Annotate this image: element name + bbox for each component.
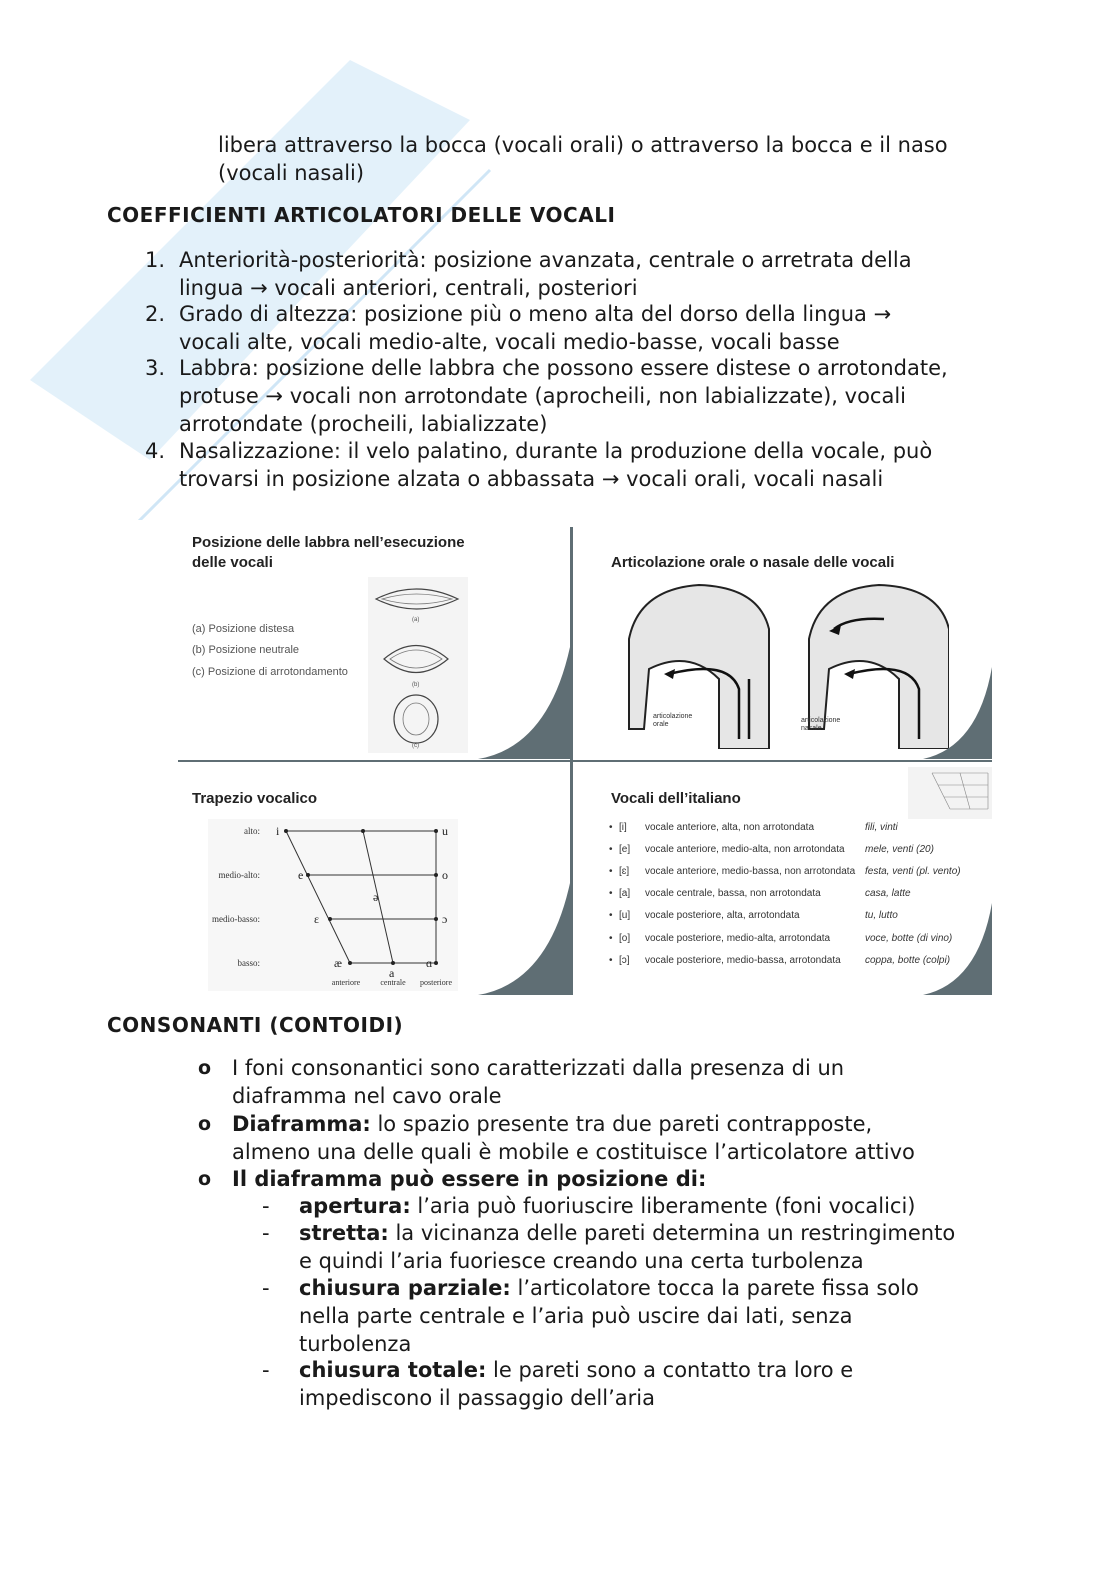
- option-label: (c) Posizione di arrotondamento: [192, 666, 348, 678]
- term: chiusura parziale:: [299, 1276, 511, 1300]
- vowel-a: a: [389, 966, 395, 980]
- figure-label: (a): [412, 617, 420, 623]
- vowel-symbol: [e]: [619, 844, 631, 855]
- panel-title: Posizione delle labbra nell’esecuzione: [192, 534, 465, 551]
- caption-nasal: [801, 717, 840, 733]
- vowel-trapezium-chart: [208, 819, 458, 991]
- vowel-description: vocale posteriore, medio-alta, arrotondata: [645, 933, 831, 944]
- vowel-description: vocale anteriore, alta, non arrotondata: [645, 822, 814, 833]
- list-text: la vicinanza delle pareti determina un restringimento: [388, 1221, 956, 1245]
- bullet-icon: o: [198, 1168, 212, 1190]
- term: Il diaframma può essere in posizione di:: [232, 1167, 707, 1191]
- row-label: medio-alto:: [218, 870, 260, 880]
- dash-bullet: -: [262, 1194, 270, 1218]
- list-text: trovarsi in posizione alzata o abbassata → vocali orali, vocali nasali: [179, 467, 884, 491]
- intro-line-1: libera attraverso la bocca (vocali orali) o attraverso la bocca e il naso: [218, 133, 948, 157]
- list-number: 2.: [145, 302, 166, 326]
- list-text: almeno una delle quali è mobile e costituisce l’articolatore attivo: [232, 1140, 915, 1164]
- vowel-row: [609, 866, 989, 880]
- vowel-symbol: [i]: [619, 822, 627, 833]
- dash-bullet: -: [262, 1358, 270, 1382]
- list-number: 4.: [145, 439, 166, 463]
- option-label: (a) Posizione distesa: [192, 623, 295, 635]
- vowel-example: fili, vinti: [865, 822, 898, 833]
- bullet-icon: •: [609, 955, 613, 966]
- caption-line: nasale: [801, 725, 822, 732]
- slide-corner-decoration: [478, 647, 570, 759]
- term: apertura:: [299, 1194, 411, 1218]
- vowel-example: coppa, botte (colpi): [865, 955, 951, 966]
- list-text: Nasalizzazione: il velo palatino, durante la produzione della vocale, può: [179, 439, 933, 463]
- vowel-description: vocale anteriore, medio-alta, non arrotondata: [645, 844, 845, 855]
- vowel-row: [609, 888, 989, 902]
- list-text: lo spazio presente tra due pareti contrapposte,: [370, 1112, 873, 1136]
- vowel-example: mele, venti (20): [865, 844, 934, 855]
- vowel-schwa: ə: [373, 890, 379, 904]
- option-label: (b) Posizione neutrale: [192, 644, 300, 656]
- panel-oral-nasal: [573, 527, 992, 759]
- caption-line: orale: [653, 721, 669, 728]
- caption-line: articolazione: [801, 717, 841, 724]
- list-text: l’aria può fuoriuscire liberamente (foni vocalici): [410, 1194, 916, 1218]
- row-label: basso:: [237, 958, 260, 968]
- list-text: I foni consonantici sono caratterizzati dalla presenza di un: [232, 1056, 845, 1080]
- bullet-icon: o: [198, 1057, 212, 1079]
- list-text: arrotondate (procheili, labializzate): [179, 412, 548, 436]
- caption-line: articolazione: [653, 713, 693, 720]
- list-text: Labbra: posizione delle labbra che possono essere distese o arrotondate,: [179, 356, 948, 380]
- vowel-description: vocale posteriore, alta, arrotondata: [645, 910, 800, 921]
- vowel-description: vocale anteriore, medio-bassa, non arrotondata: [645, 866, 856, 877]
- vowel-example: voce, botte (di vino): [865, 933, 953, 944]
- figure-label: (c): [412, 743, 419, 749]
- vowel-i: i: [276, 824, 280, 838]
- vowel-row: [609, 844, 989, 858]
- vowel-description: vocale posteriore, medio-bassa, arrotondata: [645, 955, 841, 966]
- term: Diaframma:: [232, 1112, 371, 1136]
- panel-italian-vowels: [573, 763, 992, 995]
- vowel-example: tu, lutto: [865, 910, 898, 921]
- vowel-symbol: [u]: [619, 910, 631, 921]
- bullet-icon: •: [609, 866, 613, 877]
- list-text: impediscono il passaggio dell’aria: [299, 1386, 655, 1410]
- slide-corner-decoration: [923, 903, 992, 995]
- bullet-icon: •: [609, 822, 613, 833]
- vowel-o: o: [442, 868, 448, 882]
- term: stretta:: [299, 1221, 389, 1245]
- mini-trapezium-thumbnail: [908, 767, 992, 819]
- row-label: medio-basso:: [212, 914, 260, 924]
- list-text: le pareti sono a contatto tra loro e: [486, 1358, 854, 1382]
- col-label: posteriore: [420, 978, 452, 987]
- term: chiusura totale:: [299, 1358, 487, 1382]
- list-number: 1.: [145, 248, 166, 272]
- panel-title: Trapezio vocalico: [192, 790, 318, 807]
- vowel-open-e: ɛ: [314, 912, 320, 926]
- bullet-icon: •: [609, 910, 613, 921]
- list-text: lingua → vocali anteriori, centrali, posteriori: [179, 276, 638, 300]
- vowel-example: festa, venti (pl. vento): [865, 866, 961, 877]
- panel-lip-positions: [178, 527, 570, 759]
- panel-title: Articolazione orale o nasale delle vocali: [611, 554, 895, 571]
- section-heading-vocali: COEFFICIENTI ARTICOLATORI DELLE VOCALI: [107, 203, 616, 227]
- list-text: e quindi l’aria fuoriesce creando una certa turbolenza: [299, 1249, 864, 1273]
- figure-slides: [178, 527, 992, 995]
- list-text: diaframma nel cavo orale: [232, 1084, 502, 1108]
- list-text: turbolenza: [299, 1332, 412, 1356]
- slide-divider: [178, 760, 992, 762]
- vowel-row: [609, 822, 989, 836]
- panel-title: Vocali dell’italiano: [611, 790, 741, 807]
- vowel-symbol: [ɔ]: [619, 955, 630, 966]
- list-text: Anteriorità-posteriorità: posizione avanzata, centrale o arretrata della: [179, 248, 912, 272]
- vowel-open-o: ɔ: [442, 912, 448, 926]
- lip-shapes-illustration: [368, 577, 468, 753]
- bullet-icon: •: [609, 844, 613, 855]
- vowel-e: e: [298, 868, 304, 882]
- vowel-u: u: [442, 824, 448, 838]
- bullet-icon: •: [609, 888, 613, 899]
- list-text: vocali alte, vocali medio-alte, vocali medio-basse, vocali basse: [179, 330, 840, 354]
- bullet-icon: •: [609, 933, 613, 944]
- panel-title: delle vocali: [192, 554, 273, 571]
- dash-bullet: -: [262, 1221, 270, 1245]
- vowel-description: vocale centrale, bassa, non arrotondata: [645, 888, 821, 899]
- intro-line-2: (vocali nasali): [218, 161, 365, 185]
- list-text: protuse → vocali non arrotondate (aprocheili, non labializzate), vocali: [179, 384, 907, 408]
- figure-label: (b): [412, 682, 420, 688]
- vowel-alpha: ɑ: [426, 956, 433, 970]
- vowel-ae: æ: [334, 956, 343, 970]
- col-label: anteriore: [331, 978, 361, 987]
- vowel-example: casa, latte: [865, 888, 911, 899]
- vowel-symbol: [ɛ]: [619, 866, 630, 877]
- list-number: 3.: [145, 356, 166, 380]
- list-text: nella parte centrale e l’aria può uscire dai lati, senza: [299, 1304, 853, 1328]
- col-label: centrale: [380, 978, 406, 987]
- list-text: Grado di altezza: posizione più o meno alta del dorso della lingua →: [179, 302, 892, 326]
- slide-corner-decoration: [923, 667, 992, 759]
- bullet-icon: o: [198, 1113, 212, 1135]
- slide-corner-decoration: [478, 883, 570, 995]
- row-label: alto:: [244, 826, 260, 836]
- vowel-symbol: [a]: [619, 888, 631, 899]
- dash-bullet: -: [262, 1276, 270, 1300]
- list-text: l’articolatore tocca la parete fissa solo: [510, 1276, 919, 1300]
- vowel-symbol: [o]: [619, 933, 631, 944]
- caption-oral: [653, 713, 692, 729]
- panel-vowel-trapezium: [178, 763, 570, 995]
- section-heading-consonanti: CONSONANTI (CONTOIDI): [107, 1013, 404, 1037]
